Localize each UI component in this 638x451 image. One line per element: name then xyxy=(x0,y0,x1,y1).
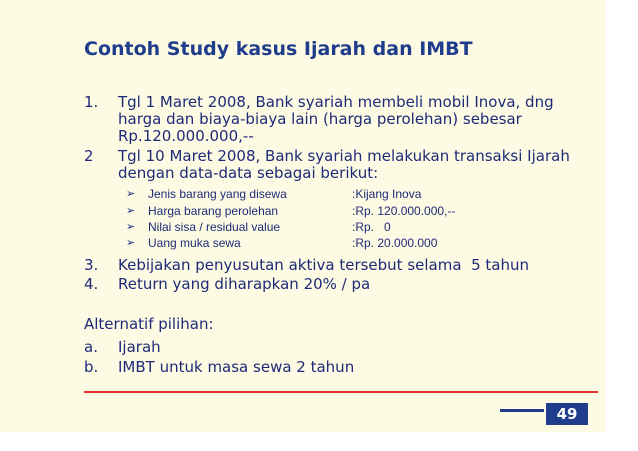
arrow-bullet-icon: ➢ xyxy=(126,188,136,200)
alternative-b-text: IMBT untuk masa sewa 2 tahun xyxy=(118,358,355,376)
detail-value: :Kijang Inova xyxy=(352,187,422,201)
detail-value: :Rp. 0 xyxy=(352,220,391,234)
detail-label: Uang muka sewa xyxy=(148,236,241,250)
detail-row xyxy=(0,236,638,250)
item-3-text: Kebijakan penyusutan aktiva tersebut selama 5 tahun xyxy=(118,256,529,274)
item-1-line-1: Tgl 1 Maret 2008, Bank syariah membeli mobil Inova, dng xyxy=(118,93,554,111)
item-4-text: Return yang diharapkan 20% / pa xyxy=(118,275,371,293)
detail-value: :Rp. 20.000.000 xyxy=(352,236,438,250)
alternatives-heading: Alternatif pilihan: xyxy=(84,315,214,333)
arrow-bullet-icon: ➢ xyxy=(126,205,136,217)
alternative-a-letter: a. xyxy=(84,338,98,356)
item-1-line-3: Rp.120.000.000,-- xyxy=(118,127,254,145)
item-4-number: 4. xyxy=(84,275,99,293)
detail-row xyxy=(0,220,638,234)
arrow-bullet-icon: ➢ xyxy=(126,221,136,233)
item-3-number: 3. xyxy=(84,256,99,274)
page-number: 49 xyxy=(546,403,588,425)
item-1-number: 1. xyxy=(84,93,99,111)
item-2-line-1: Tgl 10 Maret 2008, Bank syariah melakukan transaksi Ijarah xyxy=(118,147,570,165)
item-2-line-2: dengan data-data sebagai berikut: xyxy=(118,164,379,182)
item-2-number: 2 xyxy=(84,147,94,165)
alternative-a-text: Ijarah xyxy=(118,338,161,356)
detail-row xyxy=(0,187,638,201)
page-number-bar xyxy=(500,409,544,412)
footer-divider xyxy=(84,391,598,393)
item-1-line-2: harga dan biaya-biaya lain (harga perolehan) sebesar xyxy=(118,110,522,128)
slide-title: Contoh Study kasus Ijarah dan IMBT xyxy=(84,38,473,60)
detail-label: Nilai sisa / residual value xyxy=(148,220,281,234)
detail-value: :Rp. 120.000.000,-- xyxy=(352,204,456,218)
alternative-b-letter: b. xyxy=(84,358,99,376)
detail-row xyxy=(0,204,638,218)
detail-label: Harga barang perolehan xyxy=(148,204,279,218)
arrow-bullet-icon: ➢ xyxy=(126,237,136,249)
detail-label: Jenis barang yang disewa xyxy=(148,187,287,201)
